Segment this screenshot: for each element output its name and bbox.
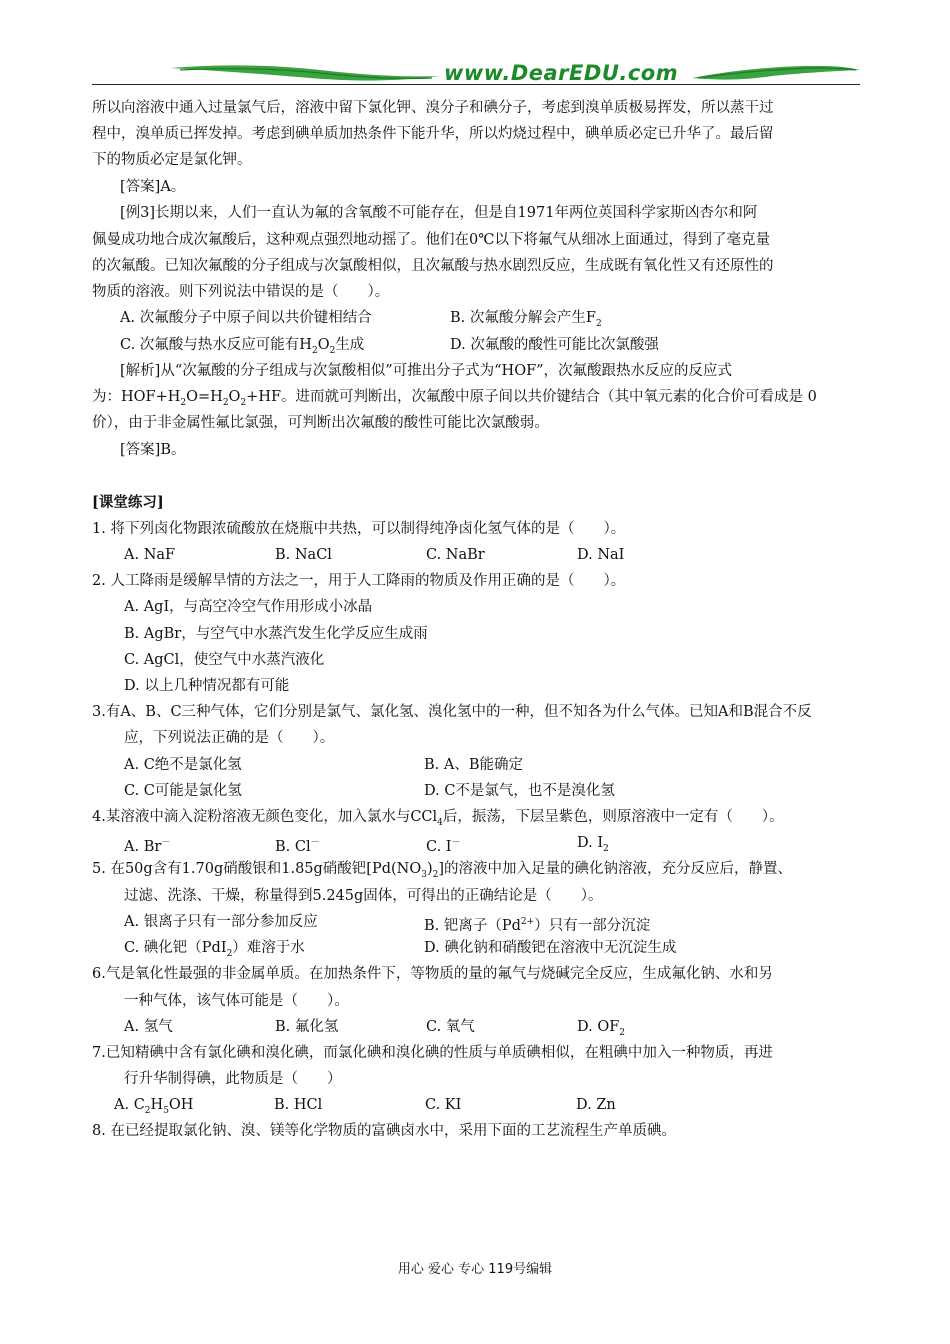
option-d: D. C不是氯气，也不是溴化氢 — [424, 783, 615, 799]
option-row — [92, 781, 615, 801]
analysis-line: 价），由于非金属性氟比氯强，可判断出次氟酸的酸性可能比次氯酸弱。 — [92, 415, 549, 431]
question-7-stem: 7.已知精碘中含有氯化碘和溴化碘，而氯化碘和溴化碘的性质与单质碘相似，在粗碘中加入一种物质，再进 — [92, 1045, 773, 1061]
option-d: D. Zn — [576, 1097, 616, 1113]
answer-line: [答案]A。 — [120, 179, 186, 195]
option-d: D. $I_2$ — [577, 835, 609, 854]
example-3-line: [例3]长期以来，人们一直认为氟的含氧酸不可能存在，但是自1971年两位英国科学家斯凶杏尔和阿 — [120, 205, 758, 221]
question-2-stem: 2. 人工降雨是缓解旱情的方法之一，用于人工降雨的物质及作用正确的是（ ）。 — [92, 573, 626, 589]
option-d: D. 碘化钠和硝酸钯在溶液中无沉淀生成 — [424, 940, 677, 956]
option-b: B. AgBr，与空气中水蒸汽发生化学反应生成雨 — [124, 626, 428, 642]
option-a: A. NaF — [124, 547, 176, 563]
option-row — [92, 912, 650, 936]
page-header — [92, 60, 860, 88]
option-a: A. AgI，与高空冷空气作用形成小冰晶 — [124, 599, 373, 615]
option-a: A. 氢气 — [124, 1019, 173, 1035]
option-b: B. NaCl — [275, 547, 332, 563]
question-1-stem: 1. 将下列卤化物跟浓硫酸放在烧瓶中共热，可以制得纯净卤化氢气体的是（ ）。 — [92, 521, 626, 537]
option-row — [92, 833, 609, 859]
option-a: A. $C_2H_5OH$ — [114, 1097, 194, 1116]
question-3-stem: 应，下列说法正确的是（ ）。 — [124, 730, 335, 746]
question-5-stem: 过滤、洗涤、干燥，称量得到5.245g固体，可得出的正确结论是（ ）。 — [124, 888, 603, 904]
question-6-stem: 一种气体，该气体可能是（ ）。 — [124, 993, 349, 1009]
option-row — [92, 335, 659, 361]
page-footer: 用心 爱心 专心 119号编辑 — [397, 1262, 553, 1277]
question-8-stem: 8. 在已经提取氯化钠、溴、镁等化学物质的富碘卤水中，采用下面的工艺流程生产单质碘。 — [92, 1123, 676, 1139]
option-c: C. KI — [425, 1097, 462, 1113]
option-b: B. A、B能确定 — [424, 757, 524, 773]
text-line: 所以向溶液中通入过量氯气后，溶液中留下氯化钾、溴分子和碘分子，考虑到溴单质极易挥发，所以蒸干过 — [92, 100, 774, 116]
option-d: D. $OF_2$ — [577, 1019, 626, 1038]
option-b: B. 钯离子$(Pd^{2+})$只有一部分沉淀 — [424, 917, 651, 934]
option-a: A. 银离子只有一部分参加反应 — [124, 914, 318, 930]
option-b: B. HCl — [274, 1097, 323, 1113]
option-a: A. 次氟酸分子中原子间以共价键相结合 — [120, 310, 372, 326]
text-line: 佩曼成功地合成次氟酸后，这种观点强烈地动摇了。他们在0℃以下将氟气从细冰上面通过，得到了毫克量 — [92, 232, 770, 248]
answer-line: [答案]B。 — [120, 442, 186, 458]
option-c: C. 次氟酸与热水反应可能有$H_2O_2$生成 — [120, 337, 365, 356]
option-d: D. 以上几种情况都有可能 — [124, 678, 290, 694]
question-3-stem: 3.有A、B、C三种气体，它们分别是氯气、氯化氢、溴化氢中的一种，但不知各为什么气体。已知A和B混合不反 — [92, 704, 812, 720]
option-a: A. Br－ — [124, 838, 171, 855]
question-7-stem: 行升华制得碘，此物质是（ ） — [124, 1071, 342, 1087]
header-rule — [92, 84, 860, 85]
text-line: 下的物质必定是氯化钾。 — [92, 152, 252, 168]
option-d: D. NaI — [577, 547, 625, 563]
analysis-line: [解析]从“次氟酸的分子组成与次氯酸相似”可推出分子式为“HOF”，次氟酸跟热水反应的反应式 — [120, 363, 733, 379]
option-row — [92, 1017, 625, 1043]
option-row — [92, 545, 624, 565]
option-c: C. 碘化钯（PdI$_2$）难溶于水 — [124, 940, 305, 959]
option-c: C. 氧气 — [426, 1019, 475, 1035]
option-row — [92, 1095, 616, 1121]
option-b: B. 次氟酸分解会产生$F_2$ — [450, 310, 602, 329]
site-logo[interactable]: www.DearEDU.com — [444, 61, 679, 85]
option-row — [92, 755, 523, 775]
text-line: 程中，溴单质已挥发掉。考虑到碘单质加热条件下能升华，所以灼烧过程中，碘单质必定已升华了。最后留 — [92, 126, 774, 142]
option-c: C. I－ — [426, 838, 461, 855]
text-line: 物质的溶液。则下列说法中错误的是（ ）。 — [92, 284, 390, 300]
option-a: A. C绝不是氯化氢 — [124, 757, 242, 773]
option-b: B. 氟化氢 — [275, 1019, 339, 1035]
option-d: D. 次氟酸的酸性可能比次氯酸强 — [450, 337, 659, 353]
option-c: C. AgCl，使空气中水蒸汽液化 — [124, 652, 325, 668]
question-4-stem: 4.某溶液中滴入淀粉溶液无颜色变化，加入氯水与CCl$_4$后，振荡，下层呈紫色，则原溶液中一定有（ ）。 — [92, 809, 784, 828]
option-c: C. C可能是氯化氢 — [124, 783, 242, 799]
option-b: B. Cl－ — [275, 838, 320, 855]
section-title: [课堂练习] — [92, 494, 164, 511]
option-row — [92, 938, 676, 964]
option-c: C. NaBr — [426, 547, 485, 563]
analysis-line: 为：$HOF+H_2O=H_2O_2+HF$。进而就可判断出，次氟酸中原子间以共价键结合（其中氧元素的化合价可看成是 0 — [92, 389, 817, 408]
option-row — [92, 308, 602, 334]
question-5-stem: 5. 在50g含有1.70g硝酸银和1.85g硝酸钯$[Pd(NO_3)_2]$的溶液中加入足量的碘化钠溶液，充分反应后，静置、 — [92, 861, 793, 880]
question-6-stem: 6.气是氧化性最强的非金属单质。在加热条件下，等物质的量的氟气与烧碱完全反应，生成氟化钠、水和另 — [92, 966, 773, 982]
text-line: 的次氟酸。已知次氟酸的分子组成与次氯酸相似，且次氟酸与热水剧烈反应，生成既有氧化性又有还原性的 — [92, 258, 774, 274]
